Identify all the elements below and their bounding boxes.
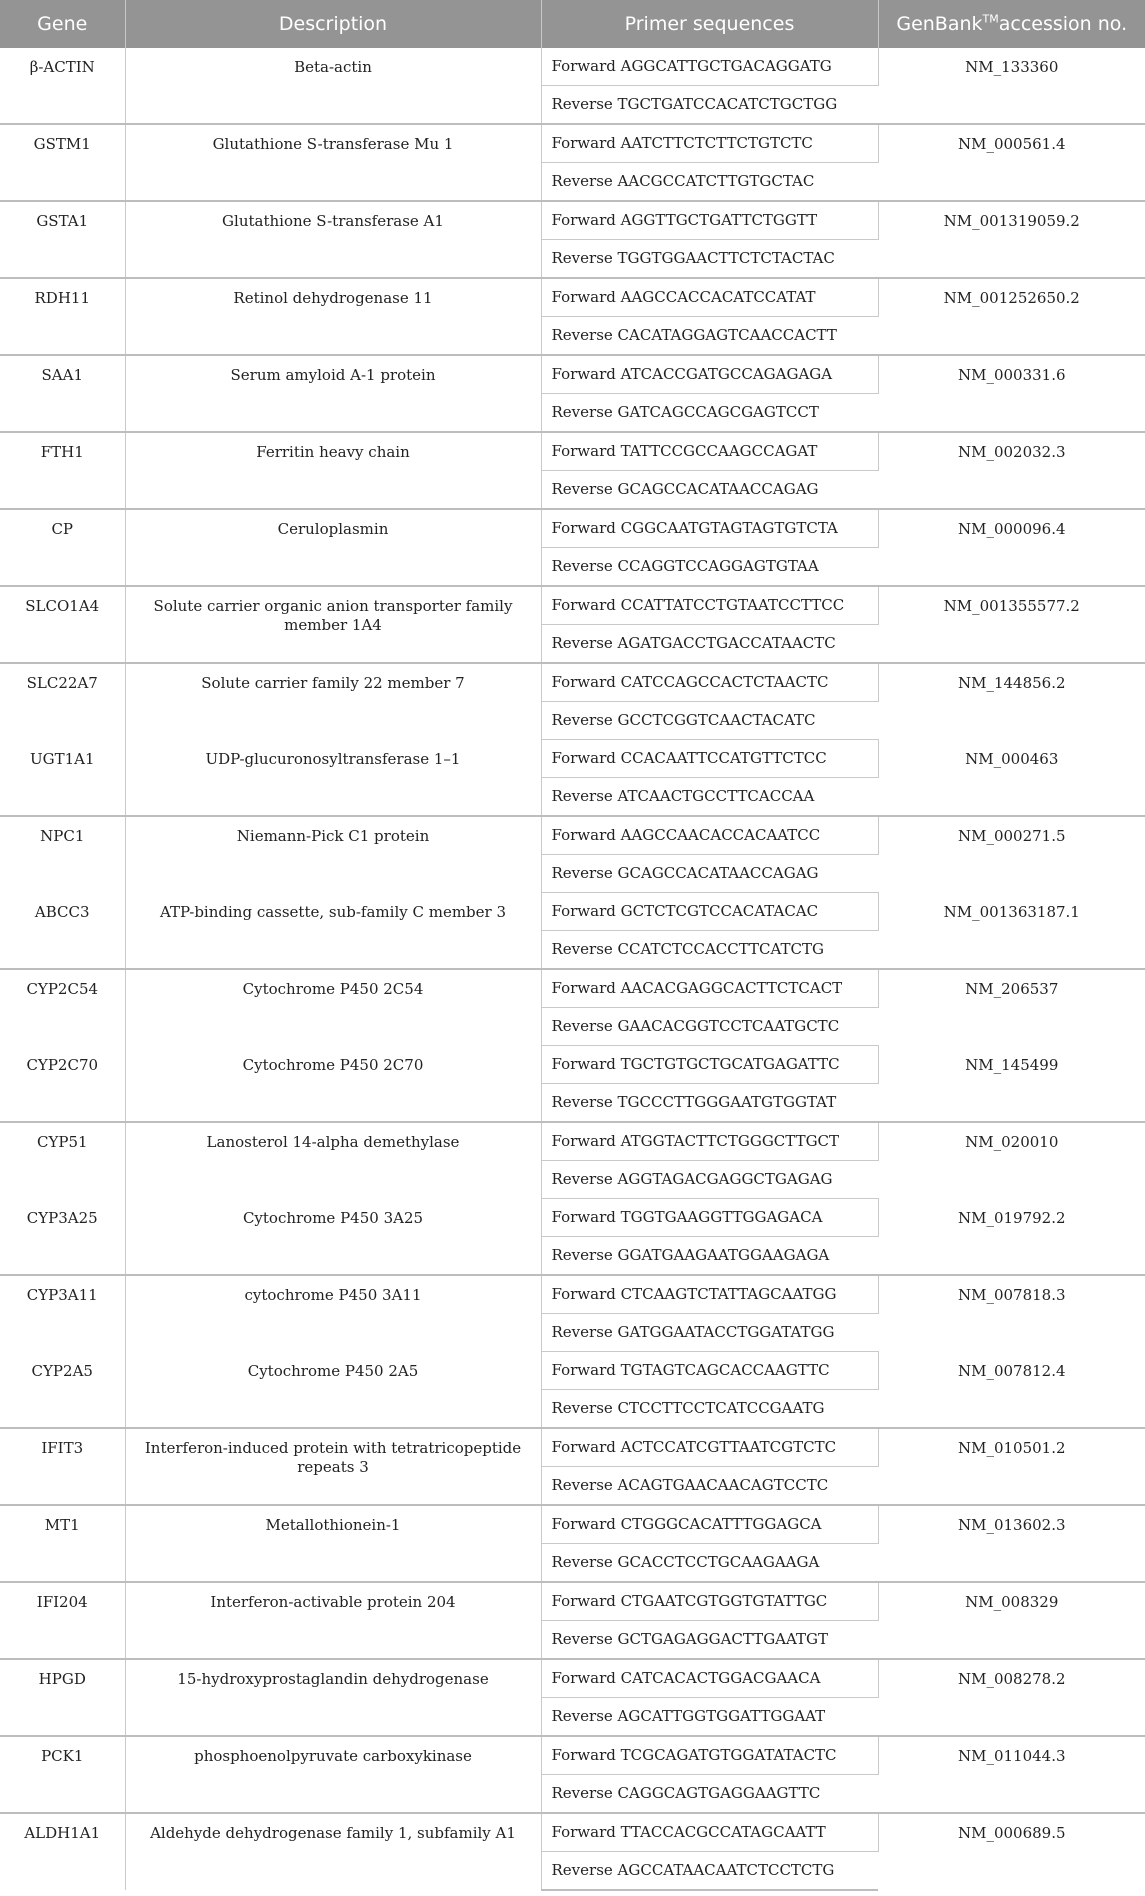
gene-cell: CYP3A25 xyxy=(0,1199,125,1276)
accession-cell: NM_000331.6 xyxy=(878,355,1145,432)
description-cell: Metallothionein-1 xyxy=(125,1505,541,1582)
forward-primer-cell: Forward AGGTTGCTGATTCTGGTT xyxy=(541,201,878,240)
table-row xyxy=(0,432,1145,471)
gene-cell: β-ACTIN xyxy=(0,48,125,124)
forward-primer-cell: Forward TCGCAGATGTGGATATACTC xyxy=(541,1736,878,1775)
forward-primer-cell: Forward GCTCTCGTCCACATACAC xyxy=(541,893,878,931)
forward-primer-cell: Forward ATCACCGATGCCAGAGAGA xyxy=(541,355,878,394)
accession-cell: NM_008329 xyxy=(878,1582,1145,1659)
gene-cell: PCK1 xyxy=(0,1736,125,1813)
description-cell: Glutathione S-transferase A1 xyxy=(125,201,541,278)
forward-primer-cell: Forward AAGCCACCACATCCATAT xyxy=(541,278,878,317)
accession-cell: NM_001319059.2 xyxy=(878,201,1145,278)
description-cell: cytochrome P450 3A11 xyxy=(125,1275,541,1352)
table-row xyxy=(0,48,1145,86)
description-cell: Interferon-activable protein 204 xyxy=(125,1582,541,1659)
reverse-primer-cell: Reverse GATGGAATACCTGGATATGG xyxy=(541,1314,878,1352)
accession-cell: NM_145499 xyxy=(965,1055,1059,1074)
reverse-primer-cell: Reverse AGCCATAACAATCTCCTCTG xyxy=(541,1852,878,1891)
gene-cell: ALDH1A1 xyxy=(0,1813,125,1890)
description-cell: ATP-binding cassette, sub-family C member 3 xyxy=(125,893,541,970)
gene-cell: NPC1 xyxy=(0,816,125,893)
accession-cell: NM_007812.4 xyxy=(957,1361,1066,1380)
description-cell: Glutathione S-transferase Mu 1 xyxy=(125,124,541,201)
reverse-primer-cell: Reverse CAGGCAGTGAGGAAGTTC xyxy=(541,1775,878,1814)
forward-primer-cell: Forward CATCACACTGGACGAACA xyxy=(541,1659,878,1698)
table-row xyxy=(0,1275,1145,1314)
header-primer-sequences: Primer sequences xyxy=(541,0,878,48)
forward-primer-cell: Forward CCACAATTCCATGTTCTCC xyxy=(541,740,878,778)
header-description: Description xyxy=(125,0,541,48)
reverse-primer-cell: Reverse GCCTCGGTCAACTACATC xyxy=(541,702,878,740)
reverse-primer-cell: Reverse GAACACGGTCCTCAATGCTC xyxy=(541,1008,878,1046)
gene-cell: HPGD xyxy=(0,1659,125,1736)
header-accession-suffix: accession no. xyxy=(998,13,1128,35)
table-header xyxy=(0,0,1145,48)
header-gene: Gene xyxy=(0,0,125,48)
accession-cell: NM_008278.2 xyxy=(878,1659,1145,1736)
header-accession-prefix: GenBank xyxy=(896,13,983,35)
forward-primer-cell: Forward CTCAAGTCTATTAGCAATGG xyxy=(541,1275,878,1314)
table-row xyxy=(0,124,1145,163)
description-cell: Cytochrome P450 3A25 xyxy=(125,1199,541,1276)
description-cell: Cytochrome P450 2A5 xyxy=(125,1352,541,1429)
forward-primer-cell: Forward TTACCACGCCATAGCAATT xyxy=(541,1813,878,1852)
table-row xyxy=(0,355,1145,394)
description-cell: Ceruloplasmin xyxy=(125,509,541,586)
accession-cell: NM_000561.4 xyxy=(878,124,1145,201)
accession-cell: NM_001363187.1 xyxy=(943,902,1080,921)
accession-cell: NM_144856.2 xyxy=(878,663,1145,740)
accession-cell: NM_000689.5 xyxy=(878,1813,1145,1890)
gene-cell: UGT1A1 xyxy=(0,740,125,817)
description-cell: Solute carrier organic anion transporter family member 1A4 xyxy=(125,586,541,663)
header-row xyxy=(0,0,1145,48)
reverse-primer-cell: Reverse GCAGCCACATAACCAGAG xyxy=(541,471,878,510)
accession-cell: NM_000463 xyxy=(965,749,1059,768)
table-row xyxy=(0,586,1145,625)
accession-cell: NM_001355577.2 xyxy=(878,586,1145,663)
reverse-primer-cell: Reverse GGATGAAGAATGGAAGAGA xyxy=(541,1237,878,1276)
table-row xyxy=(0,1813,1145,1852)
table-row xyxy=(0,201,1145,240)
reverse-primer-cell: Reverse GCAGCCACATAACCAGAG xyxy=(541,855,878,893)
description-cell: Niemann-Pick C1 protein xyxy=(125,816,541,893)
reverse-primer-cell: Reverse GATCAGCCAGCGAGTCCT xyxy=(541,394,878,433)
description-cell: Retinol dehydrogenase 11 xyxy=(125,278,541,355)
reverse-primer-cell: Reverse CCATCTCCACCTTCATCTG xyxy=(541,931,878,970)
gene-cell: FTH1 xyxy=(0,432,125,509)
description-cell: Lanosterol 14-alpha demethylase xyxy=(125,1122,541,1199)
description-cell: Interferon-induced protein with tetratricopeptide repeats 3 xyxy=(125,1428,541,1505)
description-cell: Cytochrome P450 2C54 xyxy=(125,969,541,1046)
reverse-primer-cell: Reverse CTCCTTCCTCATCCGAATG xyxy=(541,1390,878,1429)
description-cell: Beta-actin xyxy=(125,48,541,124)
reverse-primer-cell: Reverse ATCAACTGCCTTCACCAA xyxy=(541,778,878,817)
gene-cell: CYP51 xyxy=(0,1122,125,1199)
description-cell: Serum amyloid A-1 protein xyxy=(125,355,541,432)
description-cell: Ferritin heavy chain xyxy=(125,432,541,509)
gene-cell: SAA1 xyxy=(0,355,125,432)
accession-cell: NM_002032.3 xyxy=(878,432,1145,509)
gene-cell: CYP2A5 xyxy=(0,1352,125,1429)
accession-cell: NM_010501.2 xyxy=(878,1428,1145,1505)
gene-cell: ABCC3 xyxy=(0,893,125,970)
gene-cell: CP xyxy=(0,509,125,586)
table-row xyxy=(0,740,1145,778)
forward-primer-cell: Forward CATCCAGCCACTCTAACTC xyxy=(541,663,878,702)
table-row xyxy=(0,969,1145,1008)
table-row xyxy=(0,1046,1145,1084)
reverse-primer-cell: Reverse GCACCTCCTGCAAGAAGA xyxy=(541,1544,878,1583)
table-row xyxy=(0,1582,1145,1621)
description-cell: 15-hydroxyprostaglandin dehydrogenase xyxy=(125,1659,541,1736)
accession-cell: NM_133360 xyxy=(965,58,1059,76)
header-accession xyxy=(878,0,1145,48)
forward-primer-cell: Forward ACTCCATCGTTAATCGTCTC xyxy=(541,1428,878,1467)
table-row xyxy=(0,893,1145,931)
forward-primer-cell: Forward CTGAATCGTGGTGTATTGC xyxy=(541,1582,878,1621)
forward-primer-cell: Forward TATTCCGCCAAGCCAGAT xyxy=(541,432,878,471)
table-row xyxy=(0,509,1145,548)
table-body xyxy=(0,48,1145,1890)
reverse-primer-cell: Reverse TGCCCTTGGGAATGTGGTAT xyxy=(541,1084,878,1123)
forward-primer-cell: Forward TGTAGTCAGCACCAAGTTC xyxy=(541,1352,878,1390)
gene-cell: IFI204 xyxy=(0,1582,125,1659)
table-row xyxy=(0,816,1145,855)
forward-primer-cell: Forward AATCTTCTCTTCTGTCTC xyxy=(541,124,878,163)
description-cell: phosphoenolpyruvate carboxykinase xyxy=(125,1736,541,1813)
description-cell: Aldehyde dehydrogenase family 1, subfamily A1 xyxy=(125,1813,541,1890)
table-row xyxy=(0,1736,1145,1775)
trademark-superscript: TM xyxy=(982,12,999,26)
table-row xyxy=(0,663,1145,702)
accession-cell: NM_007818.3 xyxy=(878,1275,1145,1352)
reverse-primer-cell: Reverse AACGCCATCTTGTGCTAC xyxy=(541,163,878,202)
table-row xyxy=(0,1122,1145,1161)
description-cell: UDP-glucuronosyltransferase 1–1 xyxy=(125,740,541,817)
gene-cell: IFIT3 xyxy=(0,1428,125,1505)
reverse-primer-cell: Reverse TGCTGATCCACATCTGCTGG xyxy=(541,86,878,125)
accession-cell: NM_001252650.2 xyxy=(878,278,1145,355)
gene-cell: SLC22A7 xyxy=(0,663,125,740)
reverse-primer-cell: Reverse CCAGGTCCAGGAGTGTAA xyxy=(541,548,878,587)
reverse-primer-cell: Reverse AGATGACCTGACCATAACTC xyxy=(541,625,878,664)
table-row xyxy=(0,278,1145,317)
gene-cell: GSTM1 xyxy=(0,124,125,201)
table-row xyxy=(0,1505,1145,1544)
gene-cell: SLCO1A4 xyxy=(0,586,125,663)
reverse-primer-cell: Reverse AGCATTGGTGGATTGGAAT xyxy=(541,1698,878,1737)
accession-cell: NM_013602.3 xyxy=(878,1505,1145,1582)
table-row xyxy=(0,1428,1145,1467)
accession-cell: NM_019792.2 xyxy=(957,1208,1066,1227)
forward-primer-cell: Forward AGGCATTGCTGACAGGATG xyxy=(541,48,878,86)
gene-cell: CYP2C70 xyxy=(0,1046,125,1123)
forward-primer-cell: Forward CGGCAATGTAGTAGTGTCTA xyxy=(541,509,878,548)
accession-cell: NM_206537 xyxy=(878,969,1145,1046)
accession-cell: NM_000271.5 xyxy=(878,816,1145,893)
forward-primer-cell: Forward AAGCCAACACCACAATCC xyxy=(541,816,878,855)
accession-cell: NM_020010 xyxy=(878,1122,1145,1199)
description-cell: Cytochrome P450 2C70 xyxy=(125,1046,541,1123)
gene-cell: GSTA1 xyxy=(0,201,125,278)
accession-cell: NM_011044.3 xyxy=(878,1736,1145,1813)
forward-primer-cell: Forward TGCTGTGCTGCATGAGATTC xyxy=(541,1046,878,1084)
reverse-primer-cell: Reverse TGGTGGAACTTCTCTACTAC xyxy=(541,240,878,279)
forward-primer-cell: Forward TGGTGAAGGTTGGAGACA xyxy=(541,1199,878,1237)
gene-cell: CYP3A11 xyxy=(0,1275,125,1352)
description-cell: Solute carrier family 22 member 7 xyxy=(125,663,541,740)
forward-primer-cell: Forward ATGGTACTTCTGGGCTTGCT xyxy=(541,1122,878,1161)
forward-primer-cell: Forward CCATTATCCTGTAATCCTTCC xyxy=(541,586,878,625)
reverse-primer-cell: Reverse ACAGTGAACAACAGTCCTC xyxy=(541,1467,878,1506)
reverse-primer-cell: Reverse CACATAGGAGTCAACCACTT xyxy=(541,317,878,356)
forward-primer-cell: Forward AACACGAGGCACTTCTCACT xyxy=(541,969,878,1008)
gene-cell: CYP2C54 xyxy=(0,969,125,1046)
accession-cell: NM_000096.4 xyxy=(878,509,1145,586)
reverse-primer-cell: Reverse AGGTAGACGAGGCTGAGAG xyxy=(541,1161,878,1199)
table-row xyxy=(0,1659,1145,1698)
table-row xyxy=(0,1199,1145,1237)
reverse-primer-cell: Reverse GCTGAGAGGACTTGAATGT xyxy=(541,1621,878,1660)
gene-cell: RDH11 xyxy=(0,278,125,355)
forward-primer-cell: Forward CTGGGCACATTTGGAGCA xyxy=(541,1505,878,1544)
gene-cell: MT1 xyxy=(0,1505,125,1582)
table-row xyxy=(0,1352,1145,1390)
